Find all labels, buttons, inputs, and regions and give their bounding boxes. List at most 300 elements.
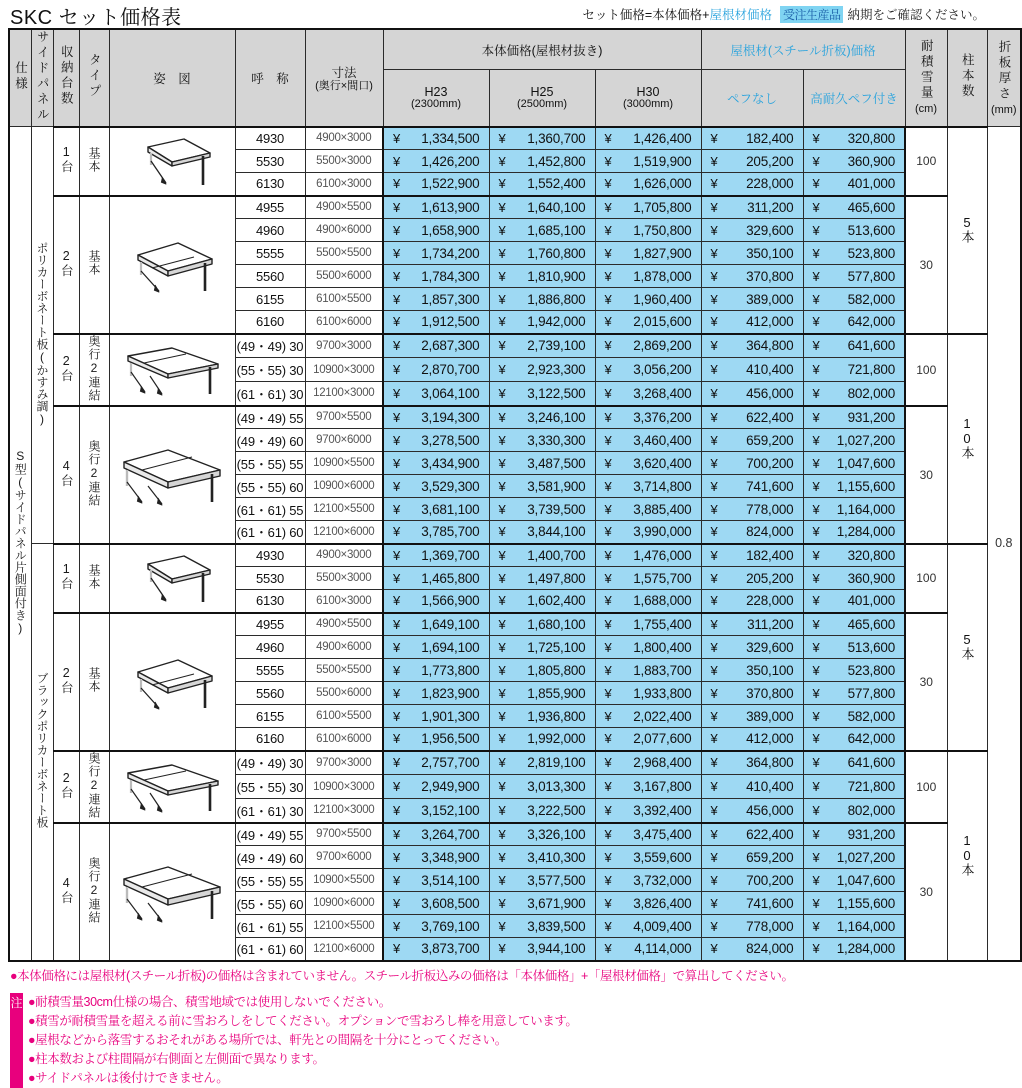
col-h30: H30 (3000mm) (595, 70, 701, 127)
price-h30: ¥ 2,869,200 (595, 334, 701, 358)
price-pef-none: ¥ 456,000 (701, 382, 803, 406)
product-figure-depth-link-4 (109, 406, 235, 544)
col-pillar-count: 柱本数 (947, 29, 987, 127)
table-row (9, 334, 1021, 358)
price-pef-durable: ¥ 1,284,000 (803, 521, 905, 544)
col-body-price-group: 本体価格(屋根材抜き) (383, 29, 701, 70)
price-h23: ¥ 3,152,100 (383, 799, 489, 823)
price-pef-durable: ¥ 401,000 (803, 590, 905, 613)
price-h23: ¥ 3,873,700 (383, 938, 489, 961)
snow-load-value: 30 (905, 613, 947, 751)
store-count: 4台 (53, 406, 79, 544)
price-pef-none: ¥ 412,000 (701, 728, 803, 751)
price-h30: ¥ 3,990,000 (595, 521, 701, 544)
price-h23: ¥ 2,757,700 (383, 751, 489, 775)
dimension-value: 5500×5500 (305, 659, 383, 682)
price-h23: ¥ 1,773,800 (383, 659, 489, 682)
price-h30: ¥ 3,559,600 (595, 846, 701, 869)
caution-item: ●耐積雪量30cm仕様の場合、積雪地域では使用しないでください。 (28, 994, 391, 1009)
price-pef-durable: ¥ 513,600 (803, 636, 905, 659)
price-h30: ¥ 3,392,400 (595, 799, 701, 823)
pillar-count-value: 5本 (947, 544, 987, 751)
price-h25: ¥ 1,360,700 (489, 127, 595, 150)
price-pef-durable: ¥ 931,200 (803, 823, 905, 846)
col-dimension: 寸法 (奥行×間口) (305, 29, 383, 127)
col-h23: H23 (2300mm) (383, 70, 489, 127)
price-h25: ¥ 3,839,500 (489, 915, 595, 938)
model-name: 5530 (235, 567, 305, 590)
model-name: (49・49) 30 (235, 334, 305, 358)
price-pef-none: ¥ 778,000 (701, 915, 803, 938)
pillar-count-value: 10本 (947, 334, 987, 544)
dimension-value: 12100×6000 (305, 521, 383, 544)
price-h30: ¥ 1,883,700 (595, 659, 701, 682)
dimension-value: 9700×5500 (305, 406, 383, 429)
snow-load-value: 100 (905, 544, 947, 613)
model-name: (55・55) 60 (235, 892, 305, 915)
price-h23: ¥ 3,278,500 (383, 429, 489, 452)
delivery-note: 納期をご確認ください。 (847, 8, 985, 22)
price-h23: ¥ 3,348,900 (383, 846, 489, 869)
dimension-value: 5500×6000 (305, 265, 383, 288)
col-spec: 仕様 (9, 29, 31, 127)
price-h23: ¥ 2,949,900 (383, 775, 489, 799)
store-count: 2台 (53, 334, 79, 406)
price-pef-none: ¥ 182,400 (701, 127, 803, 150)
price-pef-none: ¥ 659,200 (701, 846, 803, 869)
price-pef-none: ¥ 824,000 (701, 938, 803, 961)
price-h23: ¥ 1,334,500 (383, 127, 489, 150)
price-h25: ¥ 3,013,300 (489, 775, 595, 799)
dimension-value: 5500×6000 (305, 682, 383, 705)
header-note (582, 5, 985, 23)
model-name: (61・61) 60 (235, 521, 305, 544)
price-pef-none: ¥ 778,000 (701, 498, 803, 521)
price-h23: ¥ 2,870,700 (383, 358, 489, 382)
pillar-count-value: 10本 (947, 751, 987, 961)
price-pef-none: ¥ 700,200 (701, 452, 803, 475)
dimension-value: 9700×5500 (305, 823, 383, 846)
snow-load-value: 30 (905, 196, 947, 334)
skc-price-table (8, 28, 1022, 962)
model-name: (61・61) 55 (235, 915, 305, 938)
price-h23: ¥ 1,694,100 (383, 636, 489, 659)
price-pef-none: ¥ 824,000 (701, 521, 803, 544)
price-h25: ¥ 2,739,100 (489, 334, 595, 358)
product-figure-single-unit (109, 127, 235, 196)
model-name: 6130 (235, 590, 305, 613)
product-figure-depth-link-2 (109, 751, 235, 823)
price-h23: ¥ 1,426,200 (383, 150, 489, 173)
price-h23: ¥ 1,901,300 (383, 705, 489, 728)
type-label: 奥行2連結 (79, 823, 109, 961)
price-pef-none: ¥ 741,600 (701, 475, 803, 498)
price-h23: ¥ 3,529,300 (383, 475, 489, 498)
table-body (9, 127, 1021, 961)
price-h30: ¥ 3,268,400 (595, 382, 701, 406)
price-pef-durable: ¥ 1,047,600 (803, 452, 905, 475)
product-figure-double-unit (109, 196, 235, 334)
price-h23: ¥ 3,608,500 (383, 892, 489, 915)
model-name: 6155 (235, 705, 305, 728)
col-h25: H25 (2500mm) (489, 70, 595, 127)
col-figure: 姿 図 (109, 29, 235, 127)
price-pef-none: ¥ 622,400 (701, 823, 803, 846)
price-pef-durable: ¥ 360,900 (803, 150, 905, 173)
price-h25: ¥ 3,487,500 (489, 452, 595, 475)
price-h25: ¥ 3,581,900 (489, 475, 595, 498)
price-pef-durable: ¥ 465,600 (803, 613, 905, 636)
price-pef-durable: ¥ 1,164,000 (803, 498, 905, 521)
price-pef-durable: ¥ 320,800 (803, 127, 905, 150)
dimension-value: 12100×3000 (305, 382, 383, 406)
price-h23: ¥ 1,613,900 (383, 196, 489, 219)
price-pef-none: ¥ 182,400 (701, 544, 803, 567)
price-pef-none: ¥ 741,600 (701, 892, 803, 915)
model-name: 6160 (235, 311, 305, 334)
model-name: (49・49) 60 (235, 429, 305, 452)
model-name: (49・49) 60 (235, 846, 305, 869)
price-pef-durable: ¥ 1,155,600 (803, 892, 905, 915)
price-pef-none: ¥ 456,000 (701, 799, 803, 823)
product-figure-double-unit (109, 613, 235, 751)
model-name: (49・49) 30 (235, 751, 305, 775)
price-h23: ¥ 3,434,900 (383, 452, 489, 475)
table-row (9, 613, 1021, 636)
price-h25: ¥ 1,680,100 (489, 613, 595, 636)
price-pef-none: ¥ 311,200 (701, 196, 803, 219)
price-pef-none: ¥ 364,800 (701, 751, 803, 775)
price-pef-durable: ¥ 1,027,200 (803, 429, 905, 452)
price-h23: ¥ 1,912,500 (383, 311, 489, 334)
price-pef-none: ¥ 329,600 (701, 219, 803, 242)
price-h23: ¥ 1,522,900 (383, 173, 489, 196)
model-name: 5555 (235, 242, 305, 265)
price-h30: ¥ 1,750,800 (595, 219, 701, 242)
col-plate-thickness: 折板厚さ (mm) (987, 29, 1021, 127)
store-count: 2台 (53, 196, 79, 334)
notes-section (10, 969, 991, 1088)
price-pef-durable: ¥ 1,047,600 (803, 869, 905, 892)
table-row (9, 406, 1021, 429)
dimension-value: 4900×3000 (305, 544, 383, 567)
price-h25: ¥ 3,944,100 (489, 938, 595, 961)
price-formula: セット価格=本体価格+屋根材価格 (582, 8, 772, 22)
caution-item: ●サイドパネルは後付けできません。 (28, 1070, 229, 1085)
price-h25: ¥ 1,640,100 (489, 196, 595, 219)
dimension-value: 6100×6000 (305, 728, 383, 751)
table-row (9, 751, 1021, 775)
price-pef-none: ¥ 205,200 (701, 567, 803, 590)
price-h25: ¥ 1,760,800 (489, 242, 595, 265)
price-h30: ¥ 1,626,000 (595, 173, 701, 196)
price-pef-durable: ¥ 642,000 (803, 728, 905, 751)
price-pef-durable: ¥ 1,155,600 (803, 475, 905, 498)
price-pef-durable: ¥ 641,600 (803, 334, 905, 358)
price-h30: ¥ 3,620,400 (595, 452, 701, 475)
price-h25: ¥ 3,222,500 (489, 799, 595, 823)
snow-load-value: 100 (905, 127, 947, 196)
price-h30: ¥ 3,826,400 (595, 892, 701, 915)
price-pef-durable: ¥ 582,000 (803, 705, 905, 728)
price-h25: ¥ 3,739,500 (489, 498, 595, 521)
model-name: 4930 (235, 127, 305, 150)
caution-mark: 注 (10, 993, 23, 1088)
price-h25: ¥ 1,886,800 (489, 288, 595, 311)
price-h30: ¥ 1,575,700 (595, 567, 701, 590)
price-pef-none: ¥ 410,400 (701, 775, 803, 799)
price-h23: ¥ 3,194,300 (383, 406, 489, 429)
price-h23: ¥ 3,264,700 (383, 823, 489, 846)
model-name: (55・55) 30 (235, 775, 305, 799)
model-name: (55・55) 30 (235, 358, 305, 382)
price-h30: ¥ 2,022,400 (595, 705, 701, 728)
snow-load-value: 30 (905, 823, 947, 961)
type-label: 基本 (79, 196, 109, 334)
price-h25: ¥ 3,326,100 (489, 823, 595, 846)
model-name: 5530 (235, 150, 305, 173)
price-h30: ¥ 1,476,000 (595, 544, 701, 567)
price-h25: ¥ 1,552,400 (489, 173, 595, 196)
price-h23: ¥ 1,369,700 (383, 544, 489, 567)
dimension-value: 12100×3000 (305, 799, 383, 823)
price-h23: ¥ 1,658,900 (383, 219, 489, 242)
price-pef-durable: ¥ 721,800 (803, 358, 905, 382)
price-pef-none: ¥ 350,100 (701, 242, 803, 265)
col-roof-price-group: 屋根材(スチール折板)価格 (701, 29, 905, 70)
price-h25: ¥ 3,122,500 (489, 382, 595, 406)
price-pef-durable: ¥ 802,000 (803, 799, 905, 823)
dimension-value: 4900×6000 (305, 219, 383, 242)
price-h23: ¥ 3,785,700 (383, 521, 489, 544)
price-h23: ¥ 2,687,300 (383, 334, 489, 358)
plate-thickness-value: 0.8 (987, 127, 1021, 961)
price-h23: ¥ 3,064,100 (383, 382, 489, 406)
price-pef-durable: ¥ 1,027,200 (803, 846, 905, 869)
table-row (9, 823, 1021, 846)
price-pef-none: ¥ 370,800 (701, 265, 803, 288)
price-pef-none: ¥ 228,000 (701, 590, 803, 613)
model-name: (61・61) 30 (235, 799, 305, 823)
spec-label: S型(サイドパネル片側面付き) (9, 127, 31, 961)
price-h30: ¥ 1,933,800 (595, 682, 701, 705)
price-h30: ¥ 3,376,200 (595, 406, 701, 429)
col-name: 呼 称 (235, 29, 305, 127)
price-pef-durable: ¥ 641,600 (803, 751, 905, 775)
dimension-value: 6100×5500 (305, 705, 383, 728)
store-count: 4台 (53, 823, 79, 961)
price-pef-none: ¥ 228,000 (701, 173, 803, 196)
model-name: 4960 (235, 636, 305, 659)
store-count: 1台 (53, 127, 79, 196)
dimension-value: 9700×6000 (305, 429, 383, 452)
page-header (0, 0, 991, 28)
price-h30: ¥ 3,167,800 (595, 775, 701, 799)
model-name: (61・61) 55 (235, 498, 305, 521)
price-h23: ¥ 3,769,100 (383, 915, 489, 938)
price-h30: ¥ 1,960,400 (595, 288, 701, 311)
model-name: 5560 (235, 265, 305, 288)
price-h25: ¥ 1,602,400 (489, 590, 595, 613)
dimension-value: 5500×3000 (305, 150, 383, 173)
pillar-count-value: 5本 (947, 127, 987, 334)
price-h23: ¥ 3,681,100 (383, 498, 489, 521)
price-pef-none: ¥ 622,400 (701, 406, 803, 429)
price-pef-none: ¥ 205,200 (701, 150, 803, 173)
price-pef-none: ¥ 389,000 (701, 705, 803, 728)
store-count: 2台 (53, 751, 79, 823)
model-name: (49・49) 55 (235, 823, 305, 846)
snow-load-value: 30 (905, 406, 947, 544)
type-label: 奥行2連結 (79, 406, 109, 544)
price-h25: ¥ 1,805,800 (489, 659, 595, 682)
dimension-value: 6100×3000 (305, 173, 383, 196)
price-pef-none: ¥ 389,000 (701, 288, 803, 311)
price-pef-durable: ¥ 1,284,000 (803, 938, 905, 961)
dimension-value: 6100×5500 (305, 288, 383, 311)
price-h23: ¥ 1,823,900 (383, 682, 489, 705)
type-label: 基本 (79, 544, 109, 613)
model-name: 4955 (235, 196, 305, 219)
price-h23: ¥ 1,734,200 (383, 242, 489, 265)
price-h25: ¥ 2,819,100 (489, 751, 595, 775)
price-h23: ¥ 1,649,100 (383, 613, 489, 636)
price-h30: ¥ 3,460,400 (595, 429, 701, 452)
type-label: 奥行2連結 (79, 334, 109, 406)
price-h23: ¥ 1,566,900 (383, 590, 489, 613)
type-label: 基本 (79, 613, 109, 751)
price-h25: ¥ 3,330,300 (489, 429, 595, 452)
table-row (9, 127, 1021, 150)
price-pef-durable: ¥ 465,600 (803, 196, 905, 219)
table-head (9, 29, 1021, 127)
panel-label: ポリカーボネート板(かすみ調) (31, 127, 53, 544)
price-h25: ¥ 2,923,300 (489, 358, 595, 382)
price-pef-durable: ¥ 577,800 (803, 682, 905, 705)
model-name: 6160 (235, 728, 305, 751)
price-h25: ¥ 1,942,000 (489, 311, 595, 334)
price-h30: ¥ 1,705,800 (595, 196, 701, 219)
dimension-value: 10900×3000 (305, 775, 383, 799)
dimension-value: 10900×3000 (305, 358, 383, 382)
dimension-value: 4900×6000 (305, 636, 383, 659)
price-pef-durable: ¥ 1,164,000 (803, 915, 905, 938)
model-name: 4930 (235, 544, 305, 567)
dimension-value: 4900×3000 (305, 127, 383, 150)
dimension-value: 9700×3000 (305, 334, 383, 358)
price-h30: ¥ 3,475,400 (595, 823, 701, 846)
price-h25: ¥ 3,246,100 (489, 406, 595, 429)
price-h30: ¥ 2,077,600 (595, 728, 701, 751)
price-pef-durable: ¥ 523,800 (803, 242, 905, 265)
dimension-value: 12100×5500 (305, 915, 383, 938)
model-name: (55・55) 55 (235, 869, 305, 892)
type-label: 奥行2連結 (79, 751, 109, 823)
dimension-value: 12100×5500 (305, 498, 383, 521)
made-to-order-badge: 受注生産品 (780, 6, 844, 23)
col-pef-none: ペフなし (701, 70, 803, 127)
dimension-value: 6100×6000 (305, 311, 383, 334)
model-name: 6130 (235, 173, 305, 196)
caution-item: ●柱本数および柱間隔が右側面と左側面で異なります。 (28, 1051, 325, 1066)
price-h30: ¥ 1,878,000 (595, 265, 701, 288)
price-h25: ¥ 1,400,700 (489, 544, 595, 567)
product-figure-single-unit (109, 544, 235, 613)
price-pef-none: ¥ 412,000 (701, 311, 803, 334)
col-type: タイプ (79, 29, 109, 127)
model-name: 4960 (235, 219, 305, 242)
dimension-value: 10900×6000 (305, 475, 383, 498)
caution-box (10, 993, 991, 1088)
price-pef-none: ¥ 370,800 (701, 682, 803, 705)
price-h25: ¥ 1,452,800 (489, 150, 595, 173)
dimension-value: 9700×3000 (305, 751, 383, 775)
price-h30: ¥ 1,800,400 (595, 636, 701, 659)
model-name: 5560 (235, 682, 305, 705)
dimension-value: 10900×6000 (305, 892, 383, 915)
price-h25: ¥ 1,685,100 (489, 219, 595, 242)
dimension-value: 10900×5500 (305, 452, 383, 475)
price-h30: ¥ 2,968,400 (595, 751, 701, 775)
price-h30: ¥ 3,732,000 (595, 869, 701, 892)
dimension-value: 5500×5500 (305, 242, 383, 265)
price-h25: ¥ 1,725,100 (489, 636, 595, 659)
price-h23: ¥ 1,857,300 (383, 288, 489, 311)
note-top: ●本体価格には屋根材(スチール折板)の価格は含まれていません。スチール折板込みの価格は「本体価格」+「屋根材価格」で算出してください。 (10, 968, 794, 983)
snow-load-value: 100 (905, 751, 947, 823)
col-pef-durable: 高耐久ペフ付き (803, 70, 905, 127)
price-h30: ¥ 1,519,900 (595, 150, 701, 173)
price-h25: ¥ 1,810,900 (489, 265, 595, 288)
product-figure-depth-link-2 (109, 334, 235, 406)
table-row (9, 544, 1021, 567)
dimension-value: 4900×5500 (305, 613, 383, 636)
price-pef-durable: ¥ 401,000 (803, 173, 905, 196)
dimension-value: 10900×5500 (305, 869, 383, 892)
price-h25: ¥ 3,671,900 (489, 892, 595, 915)
price-pef-durable: ¥ 577,800 (803, 265, 905, 288)
model-name: (61・61) 60 (235, 938, 305, 961)
caution-item: ●屋根などから落雪するおそれがある場所では、軒先との間隔を十分にとってください。 (28, 1032, 507, 1047)
price-h23: ¥ 1,784,300 (383, 265, 489, 288)
model-name: (55・55) 60 (235, 475, 305, 498)
price-pef-durable: ¥ 721,800 (803, 775, 905, 799)
caution-list (28, 993, 578, 1088)
page-title: SKC セット価格表 (10, 7, 182, 29)
price-h25: ¥ 3,577,500 (489, 869, 595, 892)
col-snow-load: 耐積雪量 (cm) (905, 29, 947, 127)
table-row (9, 196, 1021, 219)
price-h30: ¥ 2,015,600 (595, 311, 701, 334)
model-name: (49・49) 55 (235, 406, 305, 429)
price-h30: ¥ 3,714,800 (595, 475, 701, 498)
price-pef-durable: ¥ 360,900 (803, 567, 905, 590)
price-pef-durable: ¥ 582,000 (803, 288, 905, 311)
price-pef-durable: ¥ 931,200 (803, 406, 905, 429)
dimension-value: 12100×6000 (305, 938, 383, 961)
store-count: 1台 (53, 544, 79, 613)
price-pef-durable: ¥ 320,800 (803, 544, 905, 567)
price-h30: ¥ 1,755,400 (595, 613, 701, 636)
price-pef-none: ¥ 350,100 (701, 659, 803, 682)
model-name: (55・55) 55 (235, 452, 305, 475)
price-pef-none: ¥ 700,200 (701, 869, 803, 892)
model-name: 5555 (235, 659, 305, 682)
price-pef-none: ¥ 659,200 (701, 429, 803, 452)
price-h30: ¥ 3,056,200 (595, 358, 701, 382)
price-pef-durable: ¥ 642,000 (803, 311, 905, 334)
price-h30: ¥ 1,688,000 (595, 590, 701, 613)
